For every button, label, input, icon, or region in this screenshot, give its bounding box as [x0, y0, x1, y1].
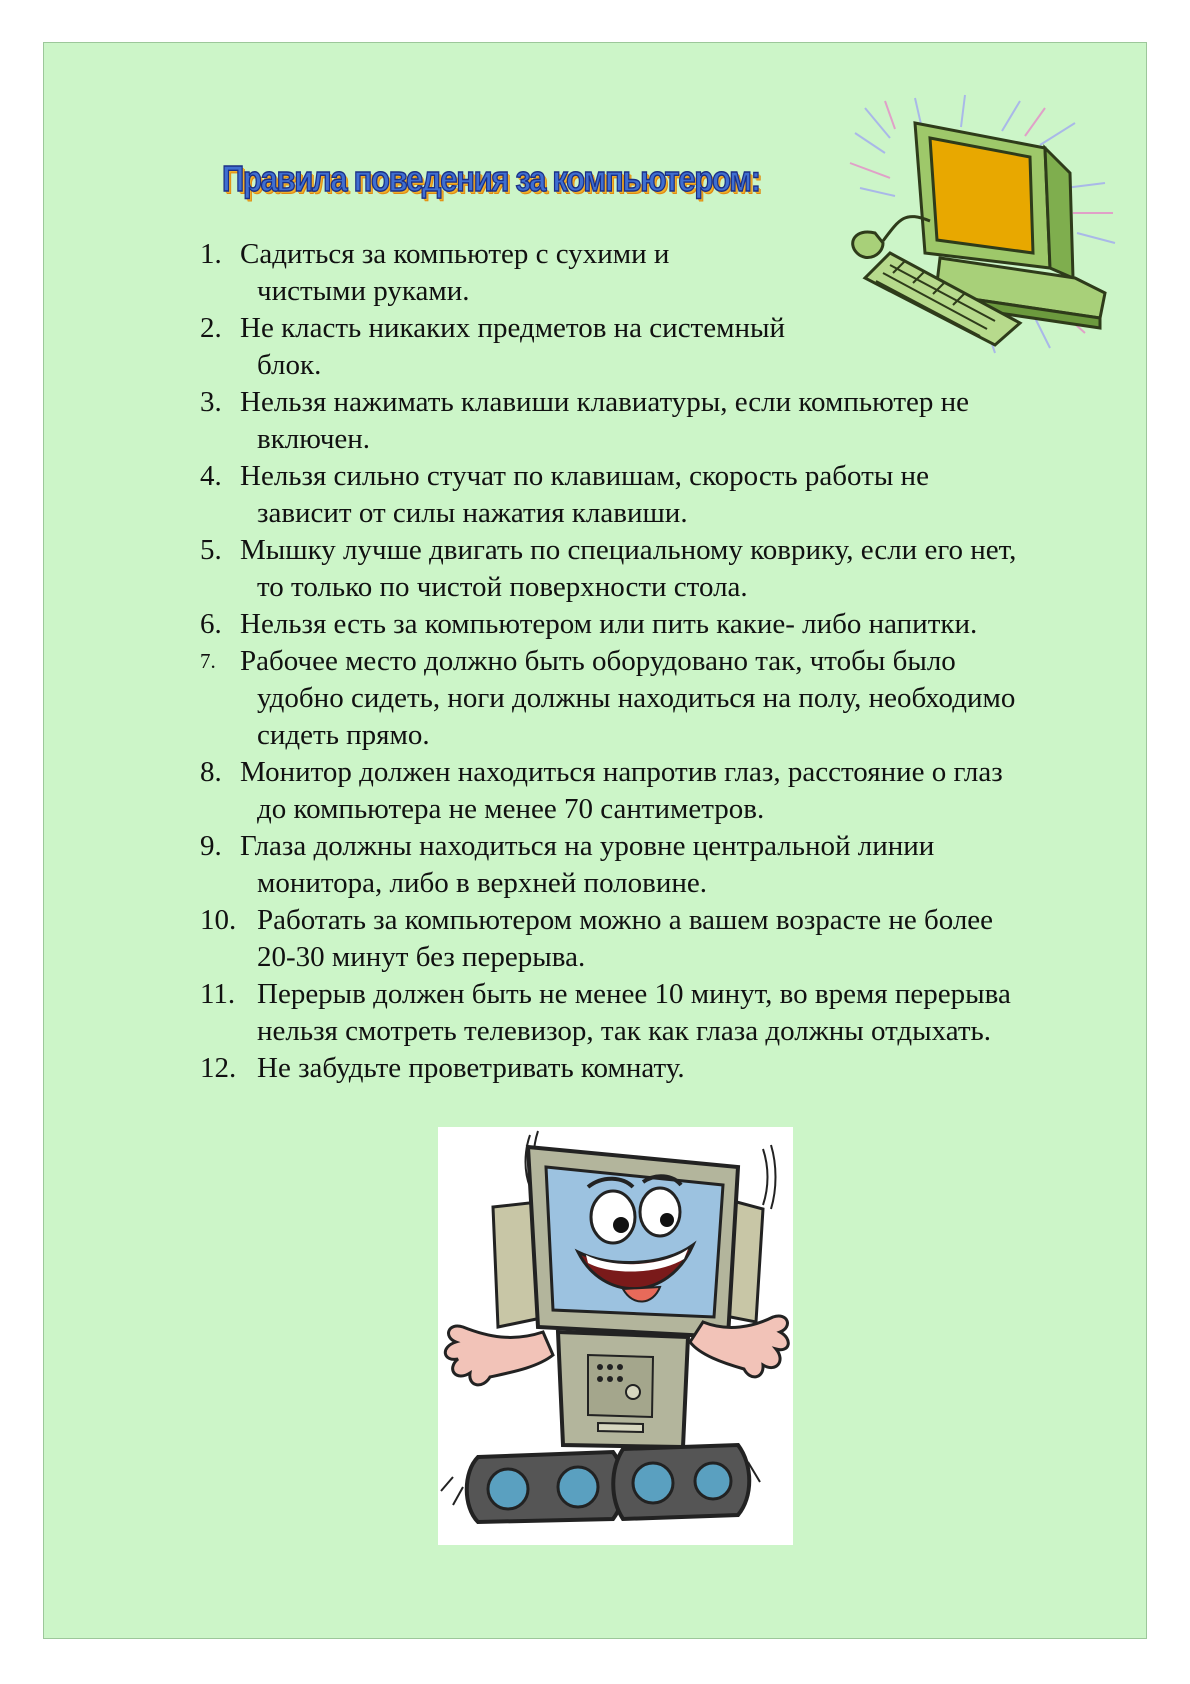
rule-item	[200, 828, 1130, 902]
rule-text-continuation: удобно сидеть, ноги должны находиться на полу, необходимо	[257, 682, 1016, 714]
rule-text-continuation: монитора, либо в верхней половине.	[257, 867, 708, 899]
rule-item	[200, 643, 1130, 754]
rule-text-continuation: то только по чистой поверхности стола.	[257, 571, 748, 603]
rule-text-continuation: до компьютера не менее 70 сантиметров.	[257, 793, 765, 825]
rule-text-continuation: включен.	[257, 423, 371, 455]
rule-item	[200, 902, 1130, 976]
rule-text: Нельзя сильно стучат по клавишам, скорость работы не	[240, 460, 929, 492]
rule-number: 3.	[200, 386, 222, 418]
rule-number: 4.	[200, 460, 222, 492]
rule-number: 12.	[200, 1052, 237, 1084]
rule-number: 9.	[200, 830, 222, 862]
rule-text-continuation: нельзя смотреть телевизор, так как глаза должны отдыхать.	[257, 1015, 992, 1047]
rule-text: Глаза должны находиться на уровне центральной линии	[240, 830, 935, 862]
rule-text: Садиться за компьютер с сухими и	[240, 238, 670, 270]
rule-number: 1.	[200, 238, 222, 270]
rule-item	[200, 458, 1130, 532]
rule-item	[200, 754, 1130, 828]
robot-illustration-frame	[438, 1127, 793, 1545]
rule-text: Работать за компьютером можно а вашем возрасте не более	[257, 904, 994, 936]
rule-text: Монитор должен находиться напротив глаз, расстояние о глаз	[240, 756, 1003, 788]
rule-text-continuation: сидеть прямо.	[257, 719, 430, 751]
rule-number: 11.	[200, 978, 236, 1010]
rule-item	[200, 310, 1130, 384]
rule-number: 5.	[200, 534, 222, 566]
rule-item	[200, 606, 1130, 643]
rule-item	[200, 976, 1130, 1050]
cartoon-computer-robot-icon	[438, 1127, 793, 1545]
rule-text: Не класть никаких предметов на системный	[240, 312, 785, 344]
rule-text-continuation: зависит от силы нажатия клавиши.	[257, 497, 688, 529]
page-title: Правила поведения за компьютером:	[222, 158, 760, 199]
rule-number: 6.	[200, 608, 222, 640]
rule-item	[200, 1050, 1130, 1087]
rule-number: 8.	[200, 756, 222, 788]
rule-text-continuation: блок.	[257, 349, 322, 381]
rule-number: 10.	[200, 904, 237, 936]
rule-item	[200, 236, 1130, 310]
rule-text: Мышку лучше двигать по специальному коврику, если его нет,	[240, 534, 1017, 566]
rules-list	[200, 236, 1130, 1087]
rule-text: Нельзя нажимать клавиши клавиатуры, если компьютер не	[240, 386, 970, 418]
rule-number: 7.	[200, 649, 216, 673]
rule-text: Перерыв должен быть не менее 10 минут, во время перерыва	[257, 978, 1011, 1010]
rule-text-continuation: 20-30 минут без перерыва.	[257, 941, 586, 973]
rule-text: Не забудьте проветривать комнату.	[257, 1052, 685, 1084]
rule-text: Рабочее место должно быть оборудовано так, чтобы было	[240, 645, 956, 677]
rule-number: 2.	[200, 312, 222, 344]
rule-item	[200, 532, 1130, 606]
rule-text: Нельзя есть за компьютером или пить какие- либо напитки.	[240, 608, 978, 640]
rule-item	[200, 384, 1130, 458]
rule-text-continuation: чистыми руками.	[257, 275, 470, 307]
